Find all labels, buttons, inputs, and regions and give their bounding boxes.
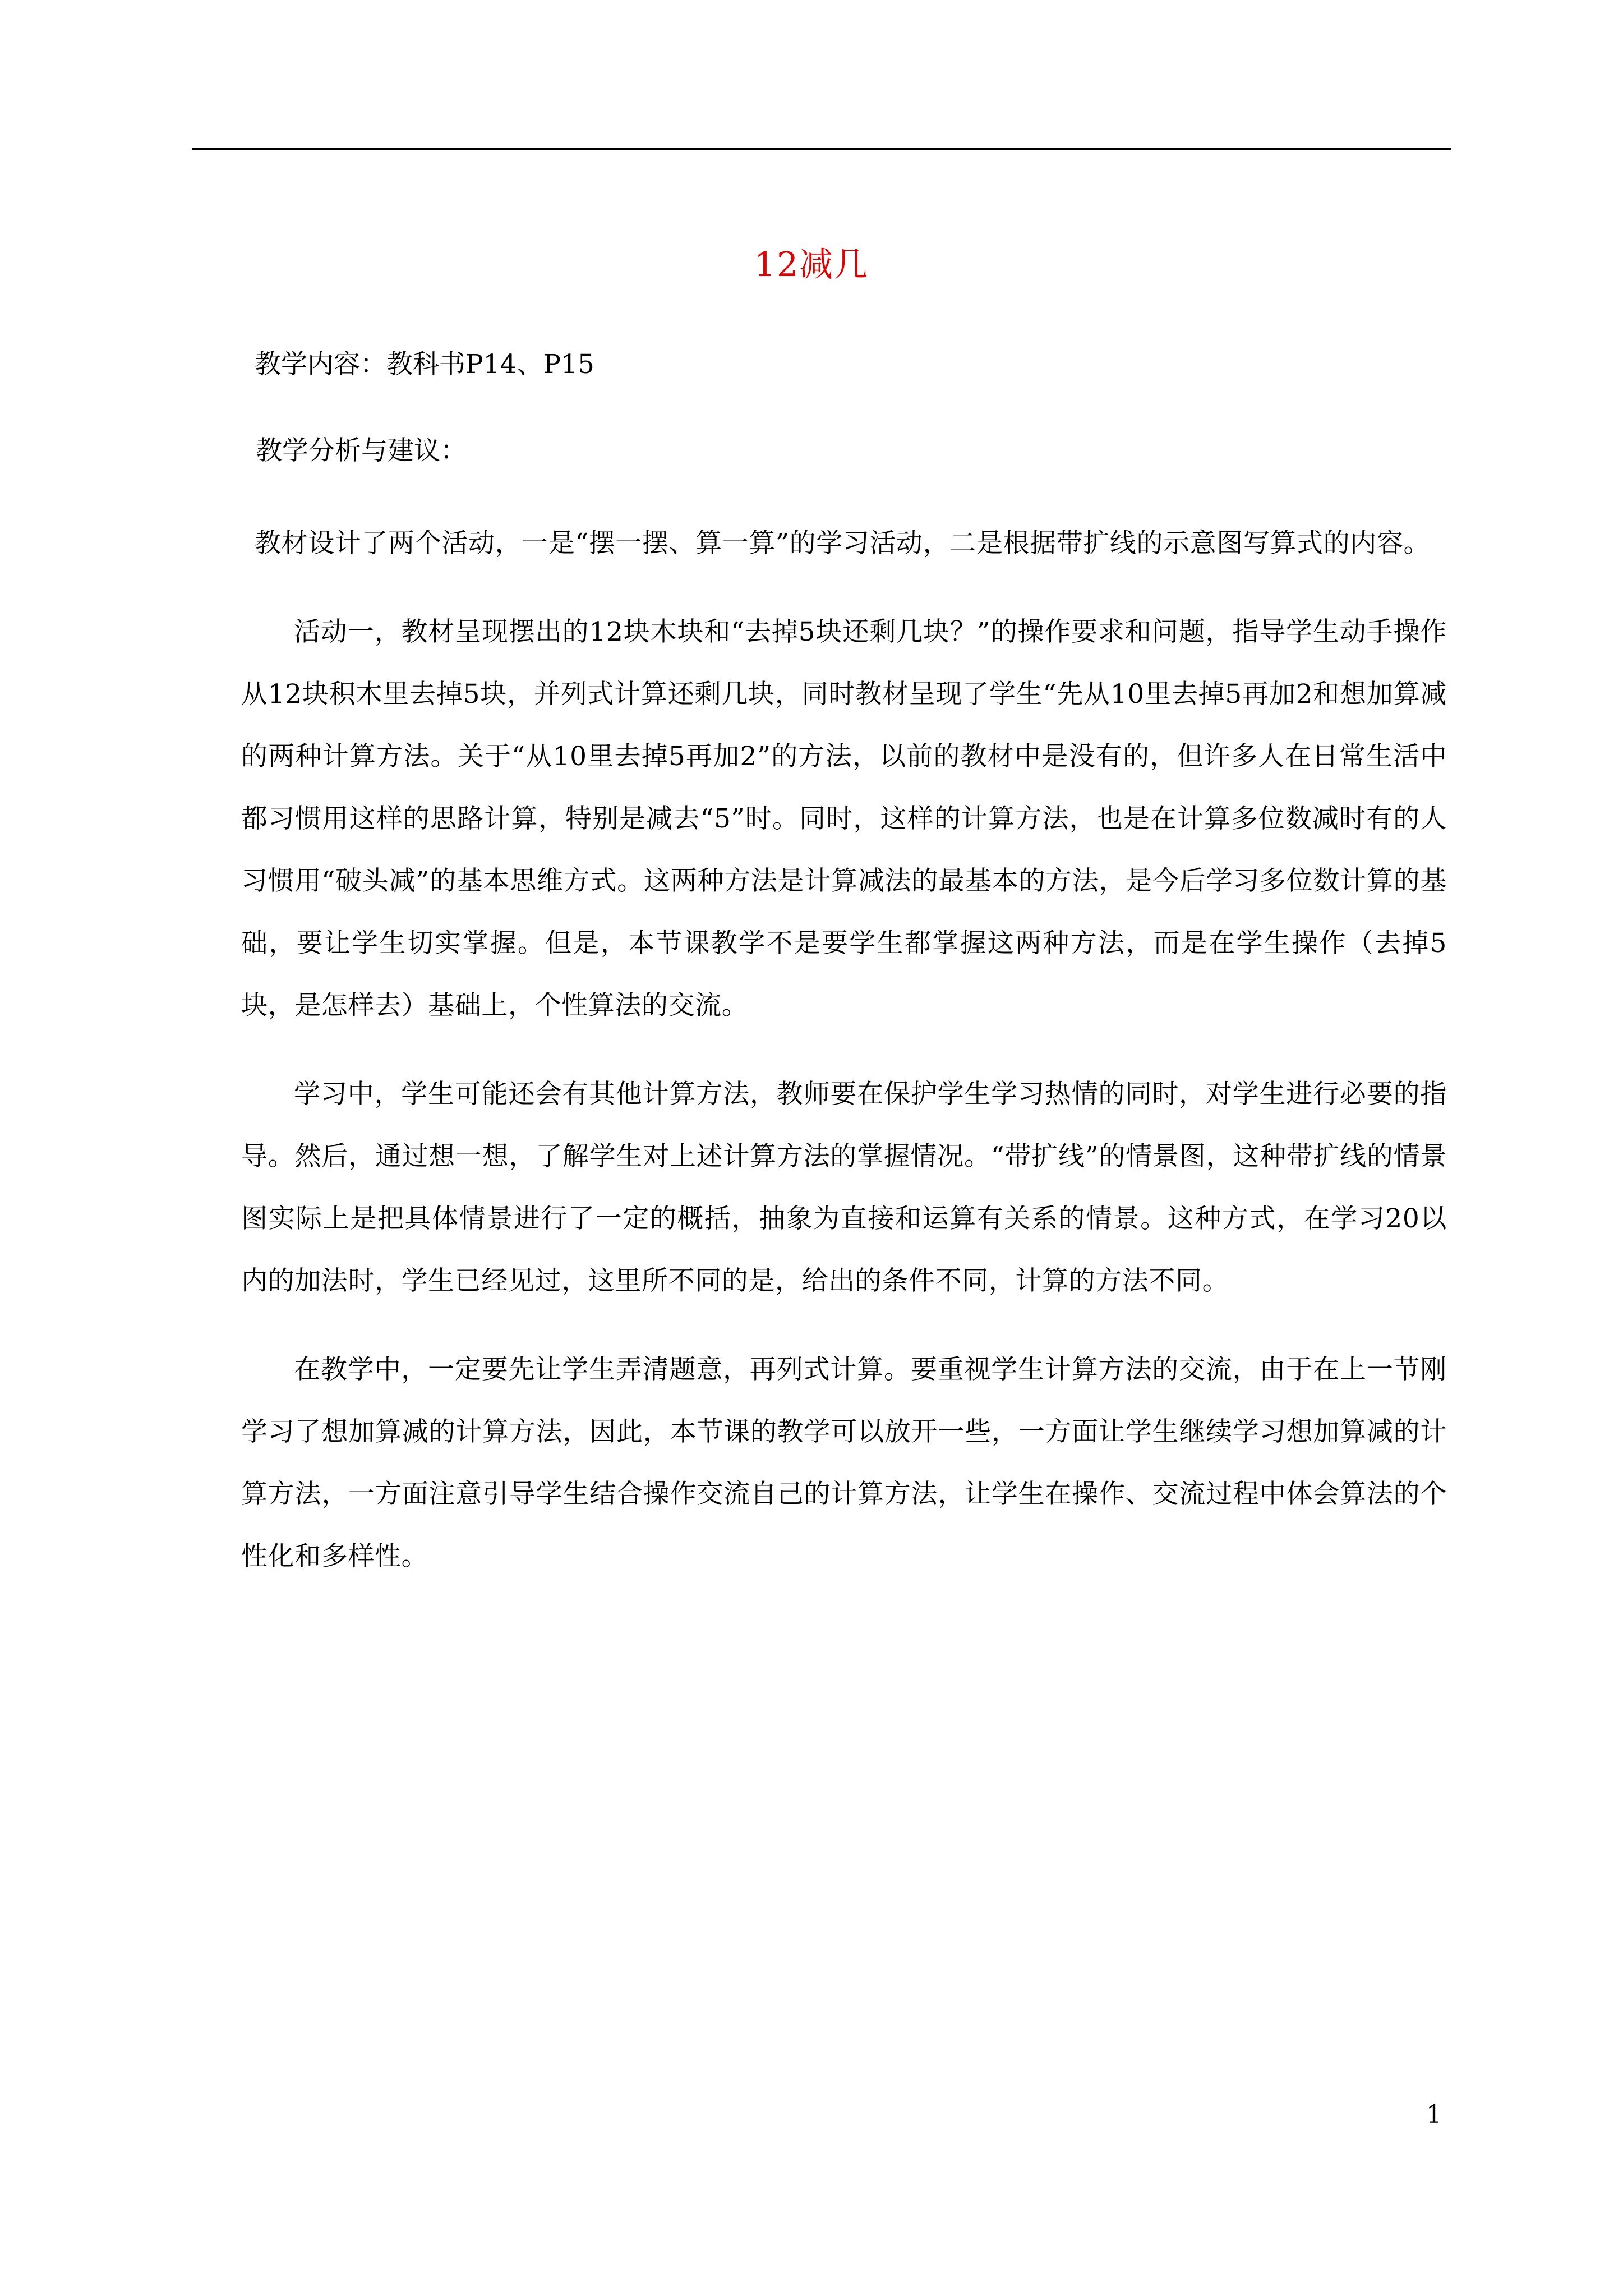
paragraph-teaching-advice: 在教学中，一定要先让学生弄清题意，再列式计算。要重视学生计算方法的交流，由于在上一节刚学习了想加算减的计算方法，因此，本节课的教学可以放开一些，一方面让学生继续学习想加算减的计算方法，一方面注意引导学生结合操作交流自己的计算方法，让学生在操作、交流过程中体会算法的个性化和多样性。: [241, 1354, 1447, 1572]
paragraph-learning-guidance: 学习中，学生可能还会有其他计算方法，教师要在保护学生学习热情的同时，对学生进行必要的指导。然后，通过想一想，了解学生对上述计算方法的掌握情况。“带扩线”的情景图，这种带扩线的情景图实际上是把具体情景进行了一定的概括，抽象为直接和运算有关系的情景。这种方式，在学习20以内的加法时，学生已经见过，这里所不同的是，给出的条件不同，计算的方法不同。: [241, 1079, 1447, 1296]
analysis-heading: 教学分析与建议：: [256, 435, 467, 466]
page-number: 1: [1426, 2100, 1442, 2129]
paragraph-activity-one: 活动一，教材呈现摆出的12块木块和“去掉5块还剩几块？”的操作要求和问题，指导学生动手操作从12块积木里去掉5块，并列式计算还剩几块，同时教材呈现了学生“先从10里去掉5再加2和想加算减的两种计算方法。关于“从10里去掉5再加2”的方法，以前的教材中是没有的，但许多人在日常生活中都习惯用这样的思路计算，特别是减去“5”时。同时，这样的计算方法，也是在计算多位数减时有的人习惯用“破头减”的基本思维方式。这两种方法是计算减法的最基本的方法，是今后学习多位数计算的基础，要让学生切实掌握。但是，本节课教学不是要学生都掌握这两种方法，而是在学生操作（去掉5块，是怎样去）基础上，个性算法的交流。: [241, 616, 1447, 1021]
header-rule: [192, 148, 1451, 150]
paragraph-activities-overview: 教材设计了两个活动，一是“摆一摆、算一算”的学习活动，二是根据带扩线的示意图写算式的内容。: [255, 528, 1431, 559]
document-body: [241, 339, 1447, 1614]
document-title: 12减几: [754, 245, 869, 284]
teaching-content-line: 教学内容：教科书P14、P15: [255, 349, 594, 380]
